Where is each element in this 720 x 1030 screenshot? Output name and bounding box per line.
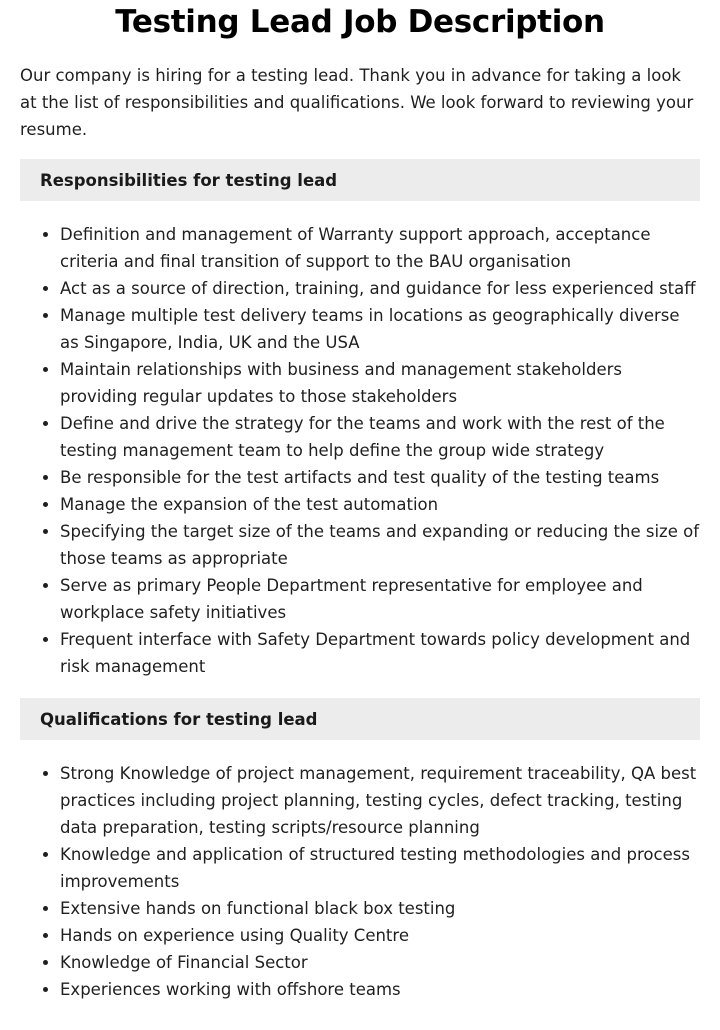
list-item: • Strong Knowledge of project management, requirement traceability, QA best practices including project planning, testing cycles, defect tracking, testing data preparation, testing scripts/resource planning xyxy=(60,760,700,841)
list-item: • Specifying the target size of the teams and expanding or reducing the size of those teams as appropriate xyxy=(60,518,700,572)
responsibilities-list xyxy=(20,221,700,680)
list-item: • Experiences working with offshore teams xyxy=(60,976,700,1003)
page-title: Testing Lead Job Description xyxy=(115,4,605,40)
responsibilities-heading: Responsibilities for testing lead xyxy=(20,159,700,201)
list-item: • Hands on experience using Quality Centre xyxy=(60,922,700,949)
list-item: • Knowledge and application of structured testing methodologies and process improvements xyxy=(60,841,700,895)
list-item: • Be responsible for the test artifacts and test quality of the testing teams xyxy=(60,464,700,491)
qualifications-heading: Qualifications for testing lead xyxy=(20,698,700,740)
list-item: • Maintain relationships with business and management stakeholders providing regular updates to those stakeholders xyxy=(60,356,700,410)
list-item: • Frequent interface with Safety Department towards policy development and risk management xyxy=(60,626,700,680)
list-item: • Definition and management of Warranty support approach, acceptance criteria and final transition of support to the BAU organisation xyxy=(60,221,700,275)
qualifications-list xyxy=(20,760,700,1003)
intro-paragraph: Our company is hiring for a testing lead. Thank you in advance for taking a look at the list of responsibilities and qualifications. We look forward to reviewing your resume. xyxy=(20,66,694,139)
list-item: • Define and drive the strategy for the teams and work with the rest of the testing management team to help define the group wide strategy xyxy=(60,410,700,464)
list-item: • Serve as primary People Department representative for employee and workplace safety initiatives xyxy=(60,572,700,626)
list-item: • Manage the expansion of the test automation xyxy=(60,491,700,518)
list-item: • Extensive hands on functional black box testing xyxy=(60,895,700,922)
list-item: • Knowledge of Financial Sector xyxy=(60,949,700,976)
list-item: • Manage multiple test delivery teams in locations as geographically diverse as Singapore, India, UK and the USA xyxy=(60,302,700,356)
list-item: • Act as a source of direction, training, and guidance for less experienced staff xyxy=(60,275,700,302)
